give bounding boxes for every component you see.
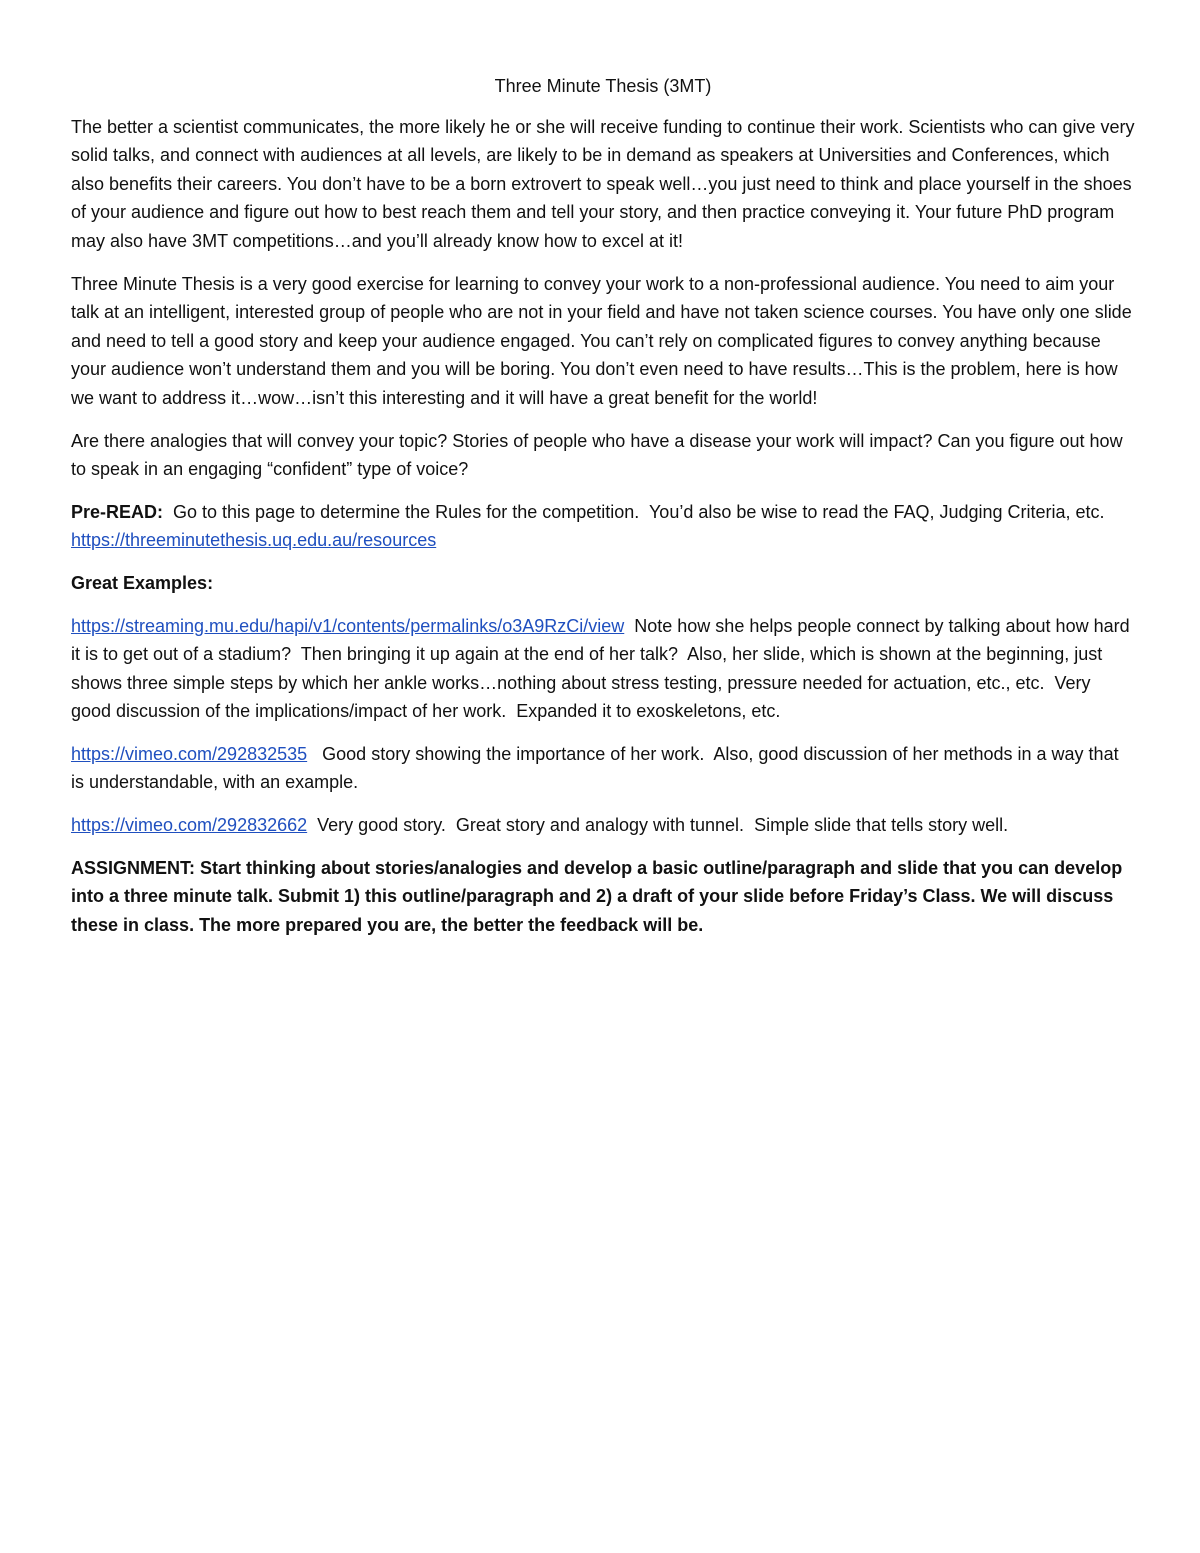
document-title: Three Minute Thesis (3MT): [494, 76, 712, 96]
document-page: [71, 72, 1135, 953]
example-text: Very good story. Great story and analogy with tunnel. Simple slide that tells story well.: [307, 815, 1009, 836]
examples-heading: Great Examples:: [71, 572, 214, 593]
assignment-paragraph: ASSIGNMENT: Start thinking about stories/analogies and develop a basic outline/paragraph and slide that you can develop into a three minute talk. Submit 1) this outline/paragraph and 2) a draft of your slide before Friday’s Class. We will discuss these in class. The more prepared you are, the better the feedback will be.: [71, 857, 1123, 935]
exercise-paragraph: Three Minute Thesis is a very good exercise for learning to convey your work to a non-professional audience. You need to aim your talk at an intelligent, interested group of people who are not in your field and have not taken science courses. You have only one slide and need to tell a good story and keep your audience engaged. You can’t rely on complicated figures to convey anything because your audience won’t understand them and you will be boring. You don’t even need to have results…This is the problem, here is how we want to address it…wow…isn’t this interesting and it will have a great benefit for the world!: [71, 273, 1132, 408]
example-link[interactable]: https://streaming.mu.edu/hapi/v1/contents/permalinks/o3A9RzCi/view: [71, 615, 625, 636]
preread-text: Go to this page to determine the Rules for the competition. You’d also be wise to read the FAQ, Judging Criteria, etc.: [163, 501, 1115, 522]
resources-link[interactable]: https://threeminutethesis.uq.edu.au/resources: [71, 530, 437, 551]
example-text: Note how she helps people connect by talking about how hard it is to get out of a stadium? Then bringing it up again at the end of her talk? Also, her slide, which is shown at the beginning, just shows three simple steps by which her ankle works…nothing about stress testing, pressure needed for actuation, etc., etc. Very good discussion of the implications/impact of her work. Expanded it to exoskeletons, etc.: [71, 615, 1135, 722]
intro-paragraph: The better a scientist communicates, the more likely he or she will receive funding to continue their work. Scientists who can give very solid talks, and connect with audiences at all levels, are likely to be in demand as speakers at Universities and Conferences, which also benefits their careers. You don’t have to be a born extrovert to speak well…you just need to think and place yourself in the shoes of your audience and figure out how to best reach them and tell your story, and then practice conveying it. Your future PhD program may also have 3MT competitions…and you’ll already know how to excel at it!: [71, 116, 1135, 251]
questions-paragraph: Are there analogies that will convey your topic? Stories of people who have a disease your work will impact? Can you figure out how to speak in an engaging “confident” type of voice?: [71, 430, 1123, 480]
example-paragraph: [71, 811, 1135, 840]
example-text: Good story showing the importance of her work. Also, good discussion of her methods in a way that is understandable, with an example.: [71, 743, 1124, 793]
example-link[interactable]: https://vimeo.com/292832535: [71, 743, 308, 764]
preread-label: Pre-READ:: [71, 501, 164, 522]
preread-paragraph: [71, 498, 1135, 555]
example-paragraph: [71, 612, 1135, 726]
example-link[interactable]: https://vimeo.com/292832662: [71, 815, 308, 836]
example-paragraph: [71, 740, 1135, 797]
